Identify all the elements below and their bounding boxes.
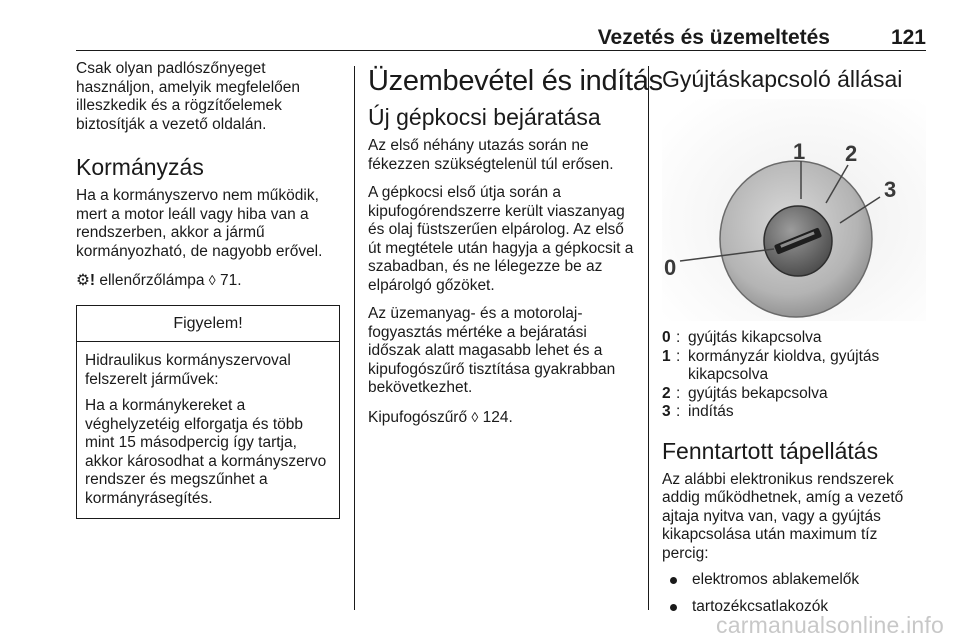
position-0-label: 0 <box>664 255 677 280</box>
warning-body <box>77 342 339 518</box>
legend-row: 0 : gyújtás kikapcsolva <box>662 329 926 348</box>
ignition-legend <box>662 329 926 422</box>
ignition-switch-illustration <box>662 99 926 321</box>
position-2-label: 2 <box>845 141 858 166</box>
page-ref-icon: ◊ <box>471 408 479 425</box>
floor-mat-text: Csak olyan padlószőnyeget használjon, amelyik megfelelően illeszkedik és a rögzítőelemek biztosítják a vezető oldalán. <box>76 60 301 133</box>
position-1-label: 1 <box>793 139 806 164</box>
ignition-switch-figure <box>662 99 926 321</box>
header-title: Vezetés és üzemeltetés <box>597 26 830 49</box>
lamp-page-link[interactable]: 71. <box>215 272 242 289</box>
steering-heading: Kormányzás <box>76 154 204 180</box>
legend-text: indítás <box>688 403 734 420</box>
legend-key: 2 <box>662 384 671 402</box>
filter-ref-line <box>368 408 634 428</box>
warning-text-1: Hidraulikus kormányszervoval felszerelt járművek: <box>85 352 291 388</box>
retained-power-list <box>662 571 926 616</box>
section-title: Üzembevétel és indítás <box>368 65 663 97</box>
legend-text: gyújtás bekapcsolva <box>688 384 828 402</box>
ignition-heading: Gyújtáskapcsoló állásai <box>662 66 903 92</box>
break-in-text-3: Az üzemanyag- és a motorolaj-fogyasztás mértéke a bejáratási időszak alatt magasabb lehet és a kipufogószűrő tisztítása gyakrabban bekövetkezhet. <box>368 305 616 396</box>
page-ref-icon: ◊ <box>208 272 216 288</box>
column-2 <box>368 60 663 437</box>
watermark: carmanualsonline.info <box>716 612 944 638</box>
page-header <box>76 26 926 50</box>
break-in-text-2: A gépkocsi első útja során a kipufogórendszerre került viaszanyag és olaj füstszerűen elpárolog. Az első út megtétele után hagyja a gépkocsit a szabadban, és ne lélegezze be az elpárolgó gőzöket. <box>368 184 634 294</box>
legend-text: gyújtás kikapcsolva <box>688 329 822 346</box>
power-steering-lamp-icon: ⚙! <box>76 272 96 289</box>
filter-ref-label: Kipufogószűrő <box>368 408 472 426</box>
header-rule <box>76 50 926 51</box>
page-number: 121 <box>890 26 926 49</box>
column-divider-1 <box>354 66 355 610</box>
break-in-text-1: Az első néhány utazás során ne fékezzen szükségtelenül túl erősen. <box>368 137 614 173</box>
legend-key: 0 <box>662 329 671 346</box>
list-item: elektromos ablakemelők <box>662 571 926 590</box>
retained-power-heading: Fenntartott tápellátás <box>662 437 879 464</box>
legend-key: 3 <box>662 403 671 420</box>
warning-title: Figyelem! <box>77 306 339 343</box>
legend-row: 3 : indítás <box>662 403 926 422</box>
list-item: tartozékcsatlakozók <box>662 598 926 617</box>
steering-text: Ha a kormányszervo nem működik, mert a motor leáll vagy hiba van a rendszerben, akkor a jármű kormányozható, de nagyobb erővel. <box>76 187 323 260</box>
warning-text-2: Ha a kormánykereket a véghelyzetéig elforgatja és több mint 15 másodpercig így tartja, akkor károsodhat a kormányszervo rendszer és megszűnhet a kormányrásegítés. <box>85 397 327 507</box>
break-in-heading: Új gépkocsi bejáratása <box>368 104 601 130</box>
column-divider-2 <box>648 66 649 610</box>
column-1 <box>76 60 340 519</box>
legend-key: 1 <box>662 347 671 365</box>
column-3 <box>662 60 926 624</box>
legend-row: 1 : kormányzár kioldva, gyújtás kikapcsolva <box>662 348 926 385</box>
legend-text: kormányzár kioldva, gyújtás kikapcsolva <box>688 347 880 383</box>
warning-box <box>76 305 340 520</box>
filter-page-link[interactable]: 124. <box>478 408 513 426</box>
position-3-label: 3 <box>884 177 897 202</box>
legend-row: 2 : gyújtás bekapcsolva <box>662 385 926 404</box>
retained-power-text: Az alábbi elektronikus rendszerek addig működhetnek, amíg a vezető ajtaja nyitva van, vagy a gyújtás kikapcsolása után maximum tíz percig: <box>662 470 904 562</box>
lamp-label: ellenőrzőlámpa <box>95 272 209 289</box>
warning-lamp-line <box>76 271 340 291</box>
